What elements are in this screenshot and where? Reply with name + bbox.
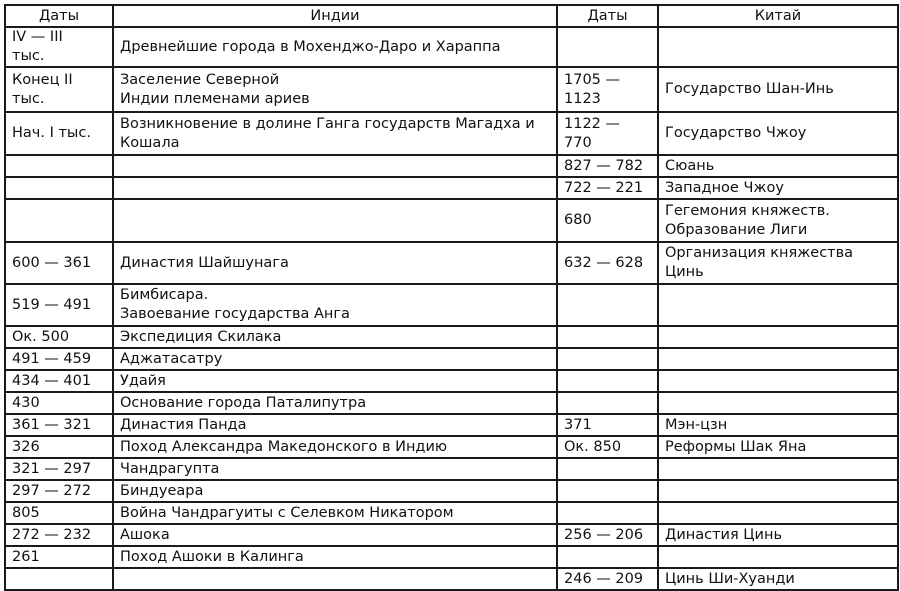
china-date-cell: [557, 546, 658, 568]
china-date-cell-text: 827 — 782: [564, 157, 644, 174]
china-date-cell: [557, 155, 658, 177]
india-event-cell-text: Поход Александра Македонского в Индию: [120, 438, 448, 455]
india-event-cell: [113, 392, 557, 414]
india-date-cell: [5, 436, 113, 458]
india-event-cell-text: Династия Шайшунага: [120, 254, 289, 271]
india-date-cell-text: тыс.: [12, 48, 45, 64]
china-event-cell-text: Мэн-цзн: [665, 416, 728, 433]
china-event-cell: [658, 112, 898, 155]
china-event-cell-text: Государство Шан-Инь: [665, 81, 834, 97]
india-date-cell-text: Ок. 500: [12, 328, 70, 345]
header-india-events: Индии: [113, 5, 557, 27]
india-event-cell: [113, 155, 557, 177]
india-event-cell: [113, 326, 557, 348]
india-event-cell-text: Бимбисара.: [120, 287, 209, 303]
table-row: [5, 458, 898, 480]
table-row: [5, 27, 898, 67]
india-event-cell: [113, 546, 557, 568]
india-event-cell-text: Ашока: [120, 526, 170, 543]
china-event-cell: [658, 524, 898, 546]
india-event-cell: [113, 284, 557, 326]
china-event-cell-text: Государство Чжоу: [665, 125, 807, 141]
table-row: [5, 326, 898, 348]
india-date-cell: [5, 112, 113, 155]
china-event-cell: [658, 27, 898, 67]
table-row: [5, 199, 898, 242]
table-row: [5, 502, 898, 524]
india-event-cell: [113, 414, 557, 436]
india-event-cell-text: Династия Панда: [120, 416, 247, 433]
india-date-cell: [5, 546, 113, 568]
china-event-cell: [658, 67, 898, 112]
india-event-cell-text: Основание города Паталипутра: [120, 394, 367, 411]
china-event-cell: [658, 284, 898, 326]
china-date-cell: [557, 326, 658, 348]
china-date-cell: [557, 502, 658, 524]
china-event-cell: [658, 436, 898, 458]
china-date-cell-text: 256 — 206: [564, 526, 644, 543]
india-event-cell: [113, 568, 557, 590]
india-event-cell: [113, 524, 557, 546]
india-date-cell: [5, 155, 113, 177]
india-date-cell: [5, 242, 113, 284]
table-row: [5, 392, 898, 414]
india-event-cell: [113, 348, 557, 370]
india-date-cell: [5, 568, 113, 590]
china-date-cell: [557, 392, 658, 414]
china-date-cell-text: 722 — 221: [564, 179, 644, 196]
china-event-cell-text: Реформы Шак Яна: [665, 438, 807, 455]
table-row: [5, 414, 898, 436]
header-row: [5, 5, 898, 27]
india-date-cell-text: 491 — 459: [12, 350, 92, 367]
table-row: [5, 568, 898, 590]
china-event-cell: [658, 502, 898, 524]
china-event-cell: [658, 546, 898, 568]
india-event-cell-text: Экспедиция Скилака: [120, 328, 282, 345]
china-date-cell: [557, 112, 658, 155]
india-event-cell-text: Завоевание государства Анга: [120, 306, 350, 322]
table-row: [5, 67, 898, 112]
india-date-cell-text: 430: [12, 394, 40, 411]
china-date-cell: [557, 370, 658, 392]
header-china-events: Китай: [658, 5, 898, 27]
china-event-cell: [658, 326, 898, 348]
china-date-cell-text: 632 — 628: [564, 254, 644, 271]
china-event-cell: [658, 242, 898, 284]
chronology-table: [4, 4, 899, 591]
india-event-cell-text: Поход Ашоки в Калинга: [120, 548, 304, 565]
china-date-cell-text: 371: [564, 416, 592, 433]
header-china-dates: Даты: [557, 5, 658, 27]
china-event-cell: [658, 458, 898, 480]
china-date-cell: [557, 524, 658, 546]
table-row: [5, 480, 898, 502]
india-event-cell: [113, 458, 557, 480]
india-date-cell-text: 326: [12, 438, 40, 455]
india-event-cell: [113, 67, 557, 112]
china-date-cell-text: 680: [564, 212, 592, 228]
china-date-cell: [557, 67, 658, 112]
india-event-cell-text: Чандрагупта: [120, 460, 220, 477]
india-date-cell-text: 261: [12, 548, 40, 565]
china-event-cell: [658, 392, 898, 414]
table-row: [5, 370, 898, 392]
india-event-cell: [113, 199, 557, 242]
india-date-cell: [5, 199, 113, 242]
china-event-cell-text: Гегемония княжеств.: [665, 202, 830, 219]
china-event-cell-text: Организация княжества: [665, 245, 854, 261]
india-event-cell-text: Биндуеара: [120, 482, 204, 499]
header-india-dates: Даты: [5, 5, 113, 27]
india-date-cell: [5, 414, 113, 436]
china-date-cell: [557, 348, 658, 370]
china-date-cell: [557, 436, 658, 458]
china-event-cell: [658, 480, 898, 502]
china-event-cell-text: Династия Цинь: [665, 526, 782, 543]
india-date-cell-text: тыс.: [12, 90, 45, 107]
india-date-cell-text: 321 — 297: [12, 460, 92, 477]
china-date-cell: [557, 27, 658, 67]
india-date-cell-text: 600 — 361: [12, 254, 92, 271]
india-date-cell: [5, 392, 113, 414]
china-date-cell-text: 246 — 209: [564, 570, 644, 587]
china-event-cell: [658, 177, 898, 199]
table-row: [5, 546, 898, 568]
china-date-cell: [557, 199, 658, 242]
china-date-cell-text: Ок. 850: [564, 438, 622, 455]
china-event-cell: [658, 199, 898, 242]
india-date-cell-text: Нач. I тыс.: [12, 125, 91, 141]
india-date-cell-text: 519 — 491: [12, 296, 92, 313]
india-date-cell-text: 272 — 232: [12, 526, 92, 543]
india-date-cell: [5, 284, 113, 326]
india-event-cell: [113, 27, 557, 67]
china-event-cell: [658, 568, 898, 590]
china-date-cell: [557, 480, 658, 502]
india-event-cell: [113, 502, 557, 524]
india-event-cell-text: Индии племенами ариев: [120, 90, 310, 107]
india-date-cell: [5, 326, 113, 348]
india-event-cell-text: Заселение Северной: [120, 71, 280, 88]
table-body: [5, 27, 898, 590]
india-date-cell: [5, 177, 113, 199]
china-date-cell: [557, 568, 658, 590]
china-event-cell-text: Западное Чжоу: [665, 179, 784, 196]
table-row: [5, 242, 898, 284]
india-date-cell: [5, 348, 113, 370]
india-date-cell: [5, 67, 113, 112]
china-date-cell-text: 1122 — 770: [564, 115, 621, 151]
india-event-cell: [113, 112, 557, 155]
china-event-cell: [658, 370, 898, 392]
table-row: [5, 112, 898, 155]
china-event-cell-text: Цинь Ши-Хуанди: [665, 570, 795, 587]
table-row: [5, 348, 898, 370]
china-event-cell: [658, 348, 898, 370]
india-date-cell: [5, 524, 113, 546]
table-row: [5, 177, 898, 199]
china-event-cell-text: Сюань: [665, 157, 715, 174]
china-event-cell: [658, 414, 898, 436]
india-event-cell-text: Возникновение в долине Ганга государств Магадха и: [120, 115, 535, 132]
india-event-cell: [113, 480, 557, 502]
india-event-cell-text: Удайя: [120, 372, 166, 389]
china-event-cell-text: Цинь: [665, 264, 704, 280]
china-event-cell-text: Образование Лиги: [665, 221, 808, 238]
china-event-cell: [658, 155, 898, 177]
india-event-cell-text: Война Чандрагуиты с Селевком Никатором: [120, 504, 454, 521]
india-date-cell-text: IV — III: [12, 29, 63, 45]
china-date-cell: [557, 414, 658, 436]
china-date-cell: [557, 458, 658, 480]
india-date-cell: [5, 27, 113, 67]
india-event-cell: [113, 242, 557, 284]
china-date-cell-text: 1123: [564, 90, 601, 107]
table-row: [5, 436, 898, 458]
china-date-cell: [557, 284, 658, 326]
india-date-cell: [5, 458, 113, 480]
china-date-cell: [557, 242, 658, 284]
india-date-cell-text: 361 — 321: [12, 416, 92, 433]
india-event-cell-text: Аджатасатру: [120, 350, 223, 367]
india-date-cell-text: 434 — 401: [12, 372, 92, 389]
india-date-cell: [5, 480, 113, 502]
table-row: [5, 524, 898, 546]
india-event-cell-text: Кошала: [120, 134, 180, 151]
india-event-cell: [113, 177, 557, 199]
india-event-cell: [113, 436, 557, 458]
india-date-cell-text: 805: [12, 504, 40, 521]
india-date-cell-text: Конец II: [12, 71, 73, 88]
india-date-cell: [5, 502, 113, 524]
china-date-cell: [557, 177, 658, 199]
table-row: [5, 155, 898, 177]
india-date-cell: [5, 370, 113, 392]
india-event-cell-text: Древнейшие города в Мохенджо-Даро и Хараппа: [120, 38, 501, 55]
india-event-cell: [113, 370, 557, 392]
india-date-cell-text: 297 — 272: [12, 482, 92, 499]
china-date-cell-text: 1705 —: [564, 71, 621, 88]
table-row: [5, 284, 898, 326]
